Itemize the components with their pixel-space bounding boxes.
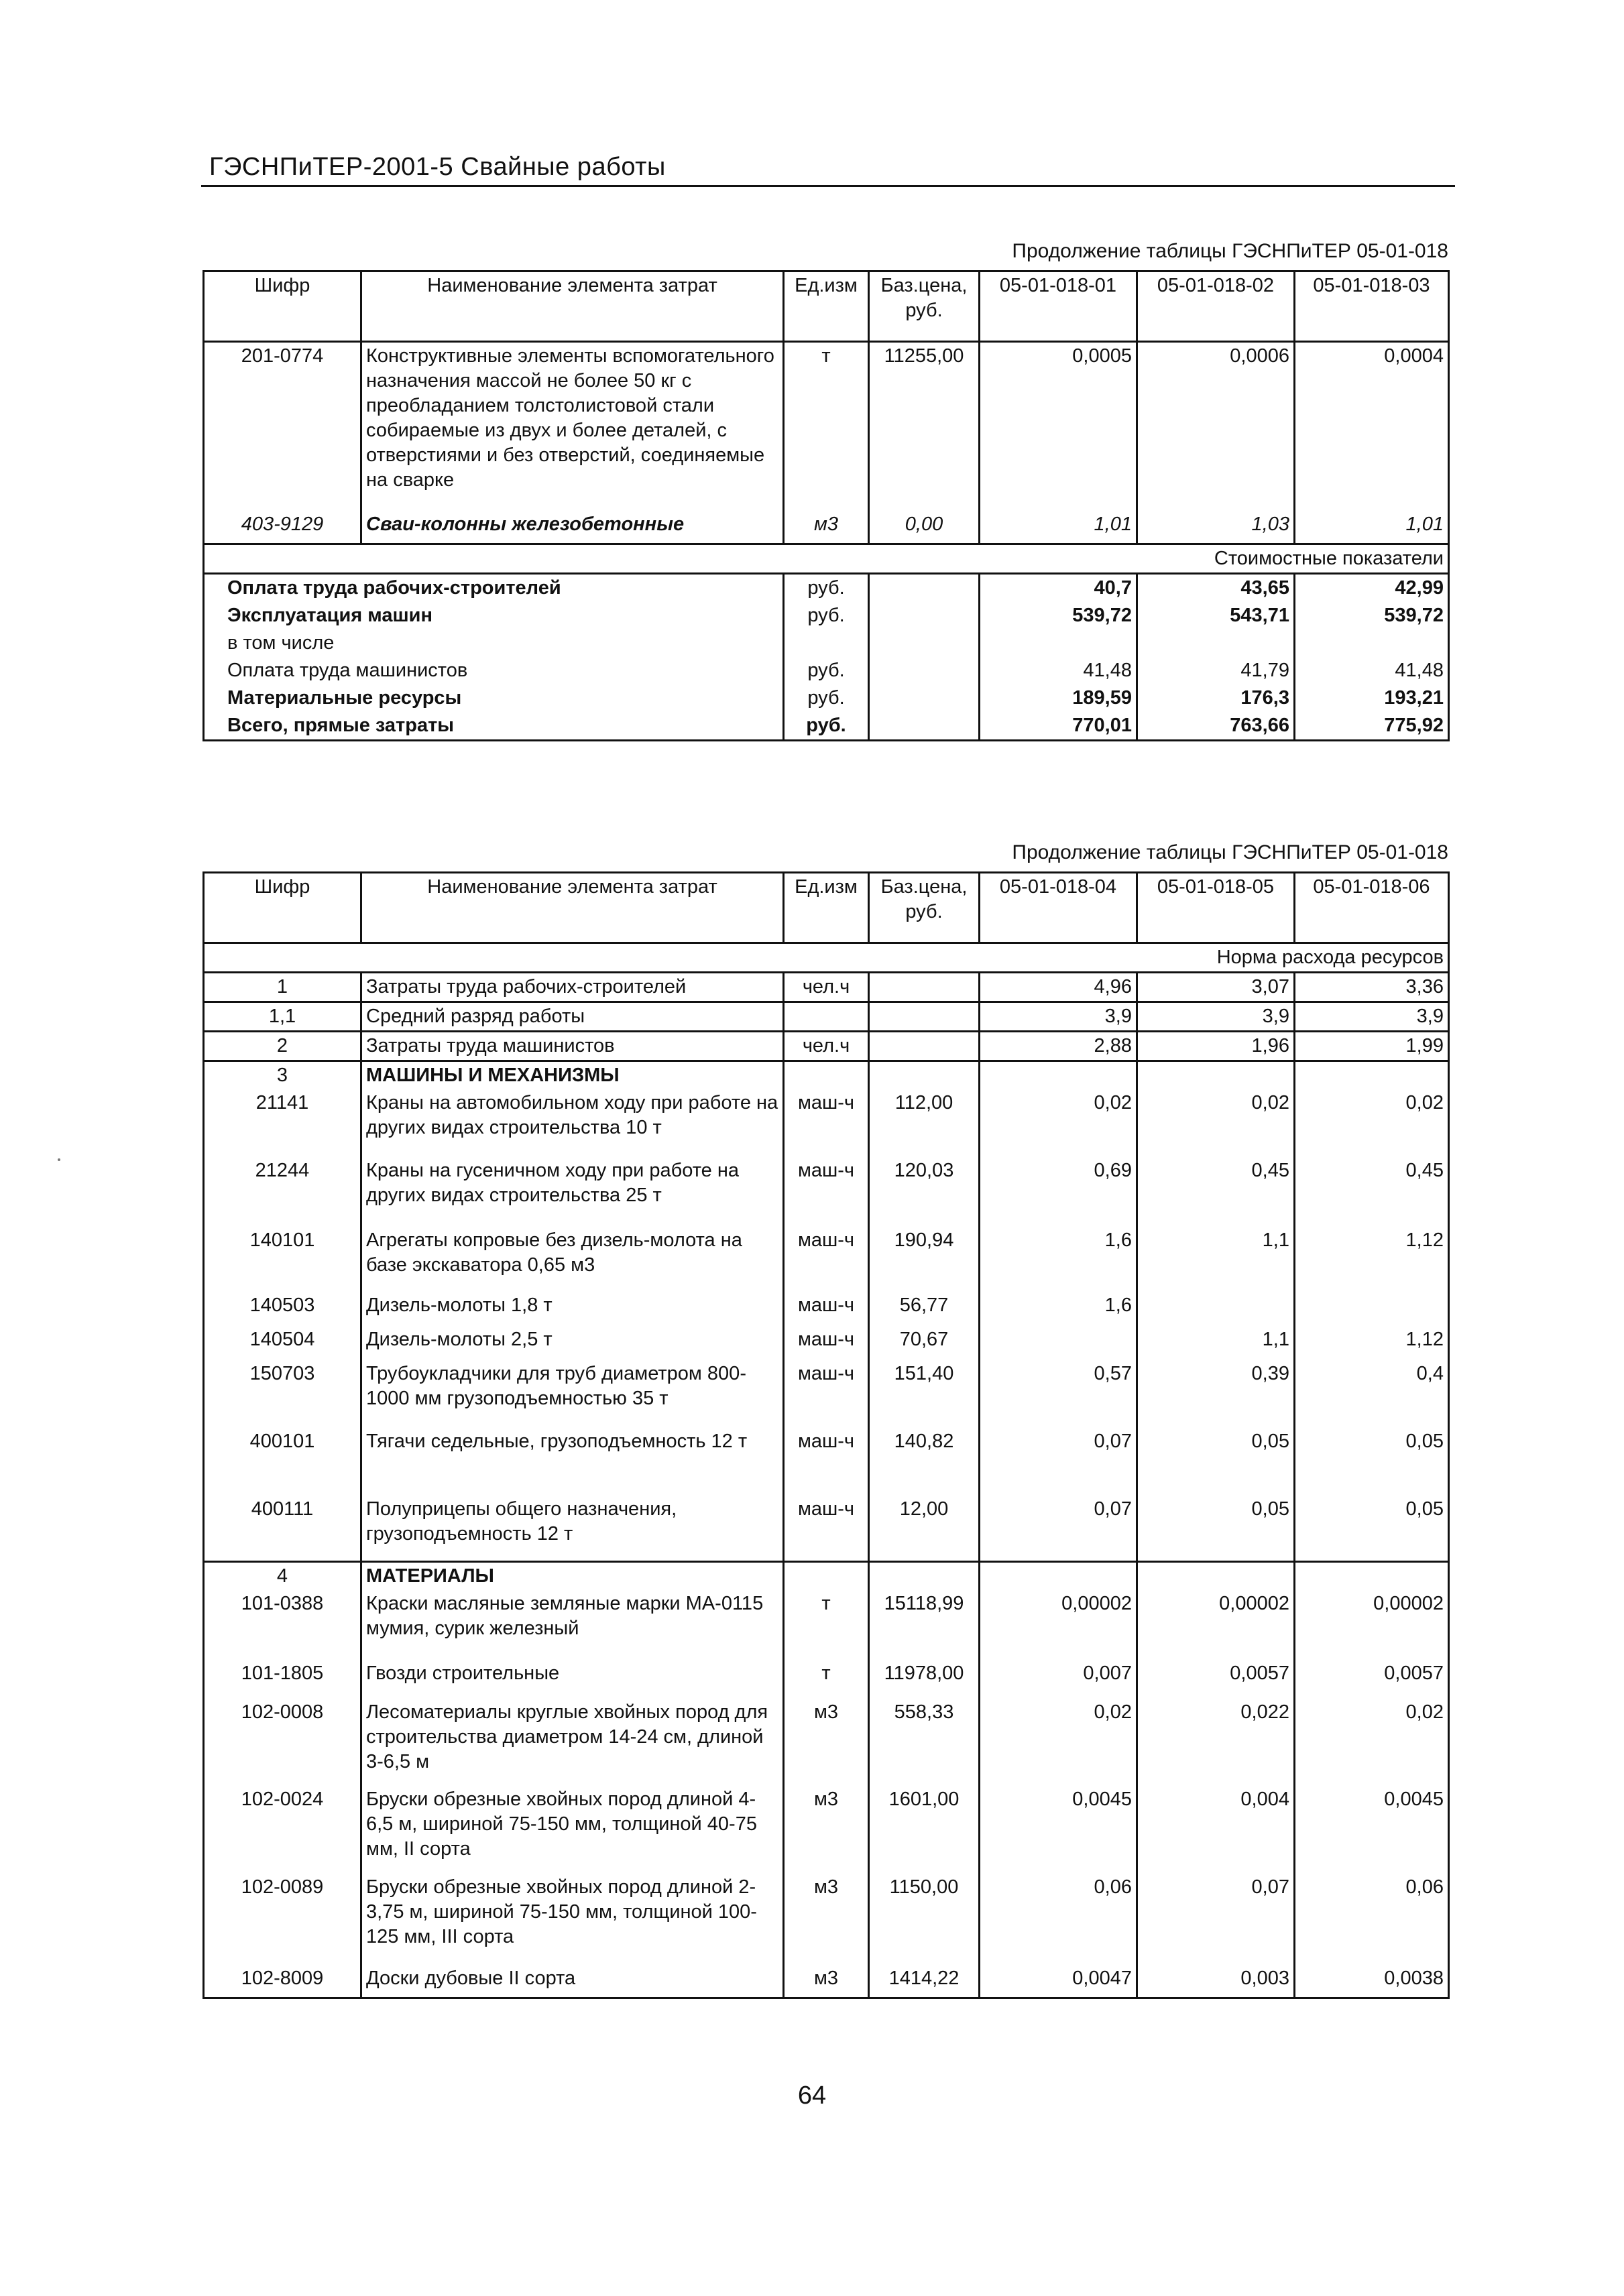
row-unit: м3 xyxy=(784,511,869,544)
cost-value-3: 539,72 xyxy=(1295,602,1449,629)
row-price: 11255,00 xyxy=(869,342,980,511)
header-col2: 05-01-018-05 xyxy=(1137,873,1295,943)
row-price: 11978,00 xyxy=(869,1660,980,1699)
row-code: 400101 xyxy=(204,1428,361,1496)
row-price: 12,00 xyxy=(869,1496,980,1561)
row-value-2 xyxy=(1137,1292,1295,1326)
cost-name: Оплата труда рабочих-строителей xyxy=(204,574,784,603)
group-title: МАТЕРИАЛЫ xyxy=(361,1561,784,1590)
row-value-3: 0,00002 xyxy=(1295,1590,1449,1660)
header-code: Шифр xyxy=(204,271,361,342)
row-value-3: 0,02 xyxy=(1295,1699,1449,1786)
row-name: Тягачи седельные, грузоподъемность 12 т xyxy=(361,1428,784,1496)
table1-header-row xyxy=(204,271,1449,342)
row-value-1: 0,02 xyxy=(980,1699,1137,1786)
row-unit: маш-ч xyxy=(784,1157,869,1227)
row-value-2: 0,05 xyxy=(1137,1496,1295,1561)
machines-rows xyxy=(204,1089,1449,1561)
cost-value-1: 41,48 xyxy=(980,657,1137,684)
row-code: 140101 xyxy=(204,1227,361,1292)
row-value-3: 1,01 xyxy=(1295,511,1449,544)
page-number: 64 xyxy=(797,2081,827,2110)
row-name: Краски масляные земляные марки МА-0115 мумия, сурик железный xyxy=(361,1590,784,1660)
row-value-1: 0,07 xyxy=(980,1496,1137,1561)
row-code: 140504 xyxy=(204,1326,361,1360)
row-value-3: 0,45 xyxy=(1295,1157,1449,1227)
row-name: Лесоматериалы круглые хвойных пород для строительства диаметром 14-24 см, длиной 3-6,5 м xyxy=(361,1699,784,1786)
table1-caption: Продолжение таблицы ГЭСНПиТЕР 05-01-018 xyxy=(1012,240,1448,262)
row-name: Трубоукладчики для труб диаметром 800-1000 мм грузоподъемностью 35 т xyxy=(361,1360,784,1428)
table-row xyxy=(204,1874,1449,1965)
cost-name: в том числе xyxy=(204,629,784,657)
row-value-1: 3,9 xyxy=(980,1002,1137,1032)
row-value-2: 0,05 xyxy=(1137,1428,1295,1496)
cost-row xyxy=(204,657,1449,684)
row-unit: маш-ч xyxy=(784,1496,869,1561)
cost-value-3: 775,92 xyxy=(1295,712,1449,741)
row-unit: маш-ч xyxy=(784,1428,869,1496)
table-row xyxy=(204,1699,1449,1786)
header-col3: 05-01-018-03 xyxy=(1295,271,1449,342)
row-value-2: 3,9 xyxy=(1137,1002,1295,1032)
row-unit: м3 xyxy=(784,1874,869,1965)
row-price: 558,33 xyxy=(869,1699,980,1786)
cost-value-2: 763,66 xyxy=(1137,712,1295,741)
row-value-3: 0,0004 xyxy=(1295,342,1449,511)
row-value-1: 0,02 xyxy=(980,1089,1137,1157)
row-unit: т xyxy=(784,342,869,511)
row-value-1: 0,0045 xyxy=(980,1786,1137,1874)
cost-row xyxy=(204,629,1449,657)
header-name: Наименование элемента затрат xyxy=(361,271,784,342)
cost-value-2 xyxy=(1137,629,1295,657)
row-value-3: 0,05 xyxy=(1295,1496,1449,1561)
row-unit: чел.ч xyxy=(784,1032,869,1061)
cost-value-1 xyxy=(980,629,1137,657)
header-col2: 05-01-018-02 xyxy=(1137,271,1295,342)
cost-value-1: 770,01 xyxy=(980,712,1137,741)
cost-price-empty xyxy=(869,684,980,712)
row-value-2: 0,00002 xyxy=(1137,1590,1295,1660)
row-value-1 xyxy=(980,1326,1137,1360)
row-value-3 xyxy=(1295,1292,1449,1326)
row-price xyxy=(869,1032,980,1061)
table-row xyxy=(204,1089,1449,1157)
table-row xyxy=(204,1660,1449,1699)
row-name: Гвозди строительные xyxy=(361,1660,784,1699)
row-price xyxy=(869,973,980,1002)
row-unit: маш-ч xyxy=(784,1292,869,1326)
row-value-2: 0,02 xyxy=(1137,1089,1295,1157)
header-unit: Ед.изм xyxy=(784,271,869,342)
cost-value-3: 193,21 xyxy=(1295,684,1449,712)
section-row xyxy=(204,943,1449,973)
row-unit: м3 xyxy=(784,1786,869,1874)
row-value-1: 0,0005 xyxy=(980,342,1137,511)
cost-unit: руб. xyxy=(784,602,869,629)
row-code: 2 xyxy=(204,1032,361,1061)
row-price xyxy=(869,1002,980,1032)
row-name: Дизель-молоты 1,8 т xyxy=(361,1292,784,1326)
row-value-2: 1,96 xyxy=(1137,1032,1295,1061)
row-name: Бруски обрезные хвойных пород длиной 2-3,75 м, шириной 75-150 мм, толщиной 100-125 мм, III сорта xyxy=(361,1874,784,1965)
row-code: 21141 xyxy=(204,1089,361,1157)
header-price: Баз.цена, руб. xyxy=(869,271,980,342)
row-code: 102-0089 xyxy=(204,1874,361,1965)
header-col3: 05-01-018-06 xyxy=(1295,873,1449,943)
row-price: 0,00 xyxy=(869,511,980,544)
group-code: 3 xyxy=(204,1061,361,1090)
cost-value-1: 189,59 xyxy=(980,684,1137,712)
row-value-2: 1,1 xyxy=(1137,1227,1295,1292)
table-row xyxy=(204,1360,1449,1428)
row-unit: м3 xyxy=(784,1965,869,1998)
row-code: 140503 xyxy=(204,1292,361,1326)
row-value-3: 0,06 xyxy=(1295,1874,1449,1965)
table-row xyxy=(204,973,1449,1002)
row-name: Дизель-молоты 2,5 т xyxy=(361,1326,784,1360)
row-price: 190,94 xyxy=(869,1227,980,1292)
cost-name: Всего, прямые затраты xyxy=(204,712,784,741)
row-unit: м3 xyxy=(784,1699,869,1786)
row-unit: маш-ч xyxy=(784,1089,869,1157)
cost-value-2: 43,65 xyxy=(1137,574,1295,603)
row-value-1: 0,00002 xyxy=(980,1590,1137,1660)
cost-unit: руб. xyxy=(784,574,869,603)
table-row xyxy=(204,1590,1449,1660)
row-name: Бруски обрезные хвойных пород длиной 4-6,5 м, шириной 75-150 мм, толщиной 40-75 мм, II сорта xyxy=(361,1786,784,1874)
header-col1: 05-01-018-01 xyxy=(980,271,1137,342)
row-unit xyxy=(784,1002,869,1032)
row-value-2: 0,004 xyxy=(1137,1786,1295,1874)
table-row xyxy=(204,342,1449,511)
row-name: Затраты труда рабочих-строителей xyxy=(361,973,784,1002)
cost-value-3: 41,48 xyxy=(1295,657,1449,684)
row-name: Конструктивные элементы вспомогательного назначения массой не более 50 кг с преобладанием толстолистовой стали собираемые из двух и более деталей, с отверстиями и без отверстий, соединяемые на сварке xyxy=(361,342,784,511)
row-unit: маш-ч xyxy=(784,1227,869,1292)
row-price: 1150,00 xyxy=(869,1874,980,1965)
row-value-2: 1,1 xyxy=(1137,1326,1295,1360)
row-code: 1,1 xyxy=(204,1002,361,1032)
row-name: Затраты труда машинистов xyxy=(361,1032,784,1061)
cost-value-2: 176,3 xyxy=(1137,684,1295,712)
cost-price-empty xyxy=(869,712,980,741)
row-value-2: 0,39 xyxy=(1137,1360,1295,1428)
header-code: Шифр xyxy=(204,873,361,943)
materials-rows xyxy=(204,1590,1449,1998)
header-rule xyxy=(201,185,1455,187)
table-row xyxy=(204,1965,1449,1998)
cost-row xyxy=(204,684,1449,712)
row-value-3: 0,4 xyxy=(1295,1360,1449,1428)
row-value-1: 0,69 xyxy=(980,1157,1137,1227)
section-label-norms: Норма расхода ресурсов xyxy=(204,943,1449,973)
row-value-1: 1,6 xyxy=(980,1227,1137,1292)
group-code: 4 xyxy=(204,1561,361,1590)
row-value-2: 0,003 xyxy=(1137,1965,1295,1998)
row-value-2: 0,0006 xyxy=(1137,342,1295,511)
row-name: Краны на автомобильном ходу при работе на других видах строительства 10 т xyxy=(361,1089,784,1157)
cost-unit: руб. xyxy=(784,712,869,741)
row-code: 102-0024 xyxy=(204,1786,361,1874)
row-name: Сваи-колонны железобетонные xyxy=(361,511,784,544)
cost-row xyxy=(204,602,1449,629)
section-label-costs: Стоимостные показатели xyxy=(204,544,1449,574)
row-code: 101-1805 xyxy=(204,1660,361,1699)
cost-price-empty xyxy=(869,602,980,629)
row-value-3: 0,0038 xyxy=(1295,1965,1449,1998)
row-name: Доски дубовые II сорта xyxy=(361,1965,784,1998)
row-price: 1414,22 xyxy=(869,1965,980,1998)
row-value-3: 0,0045 xyxy=(1295,1786,1449,1874)
cost-value-3 xyxy=(1295,629,1449,657)
table1 xyxy=(202,270,1450,741)
row-price: 56,77 xyxy=(869,1292,980,1326)
row-code: 21244 xyxy=(204,1157,361,1227)
row-code: 150703 xyxy=(204,1360,361,1428)
header-price: Баз.цена, руб. xyxy=(869,873,980,943)
row-code: 1 xyxy=(204,973,361,1002)
row-value-3: 1,12 xyxy=(1295,1227,1449,1292)
row-value-2: 3,07 xyxy=(1137,973,1295,1002)
row-value-3: 3,36 xyxy=(1295,973,1449,1002)
row-name: Агрегаты копровые без дизель-молота на базе экскаватора 0,65 м3 xyxy=(361,1227,784,1292)
row-unit: маш-ч xyxy=(784,1360,869,1428)
row-value-1: 2,88 xyxy=(980,1032,1137,1061)
row-value-3: 1,12 xyxy=(1295,1326,1449,1360)
row-value-1: 4,96 xyxy=(980,973,1137,1002)
row-code: 101-0388 xyxy=(204,1590,361,1660)
cost-name: Эксплуатация машин xyxy=(204,602,784,629)
cost-row xyxy=(204,574,1449,603)
cost-value-3: 42,99 xyxy=(1295,574,1449,603)
row-value-2: 0,022 xyxy=(1137,1699,1295,1786)
row-value-3: 0,02 xyxy=(1295,1089,1449,1157)
cost-price-empty xyxy=(869,574,980,603)
table-row xyxy=(204,1292,1449,1326)
row-price: 1601,00 xyxy=(869,1786,980,1874)
row-name: Средний разряд работы xyxy=(361,1002,784,1032)
row-price: 112,00 xyxy=(869,1089,980,1157)
table2-header-row xyxy=(204,873,1449,943)
row-code: 102-8009 xyxy=(204,1965,361,1998)
cost-unit: руб. xyxy=(784,684,869,712)
cost-value-1: 40,7 xyxy=(980,574,1137,603)
row-price: 70,67 xyxy=(869,1326,980,1360)
row-code: 403-9129 xyxy=(204,511,361,544)
cost-row xyxy=(204,712,1449,741)
table2 xyxy=(202,871,1450,1999)
row-unit: т xyxy=(784,1660,869,1699)
table-row xyxy=(204,1032,1449,1061)
group-header-machines xyxy=(204,1061,1449,1090)
row-price: 140,82 xyxy=(869,1428,980,1496)
row-value-3: 1,99 xyxy=(1295,1032,1449,1061)
row-name: Полуприцепы общего назначения, грузоподъемность 12 т xyxy=(361,1496,784,1561)
scan-speck xyxy=(58,1158,60,1161)
cost-name: Материальные ресурсы xyxy=(204,684,784,712)
row-value-1: 0,0047 xyxy=(980,1965,1137,1998)
table-row xyxy=(204,1428,1449,1496)
row-value-2: 0,0057 xyxy=(1137,1660,1295,1699)
table-row xyxy=(204,1227,1449,1292)
cost-value-2: 543,71 xyxy=(1137,602,1295,629)
table-row xyxy=(204,511,1449,544)
cost-value-2: 41,79 xyxy=(1137,657,1295,684)
row-code: 400111 xyxy=(204,1496,361,1561)
row-value-3: 0,05 xyxy=(1295,1428,1449,1496)
labor-rows xyxy=(204,973,1449,1061)
table-row xyxy=(204,1786,1449,1874)
table2-caption: Продолжение таблицы ГЭСНПиТЕР 05-01-018 xyxy=(1012,841,1448,863)
row-value-3: 0,0057 xyxy=(1295,1660,1449,1699)
row-unit: чел.ч xyxy=(784,973,869,1002)
header-unit: Ед.изм xyxy=(784,873,869,943)
cost-price-empty xyxy=(869,629,980,657)
row-value-1: 0,007 xyxy=(980,1660,1137,1699)
row-unit: маш-ч xyxy=(784,1326,869,1360)
row-name: Краны на гусеничном ходу при работе на других видах строительства 25 т xyxy=(361,1157,784,1227)
row-unit: т xyxy=(784,1590,869,1660)
row-value-2: 0,45 xyxy=(1137,1157,1295,1227)
group-title: МАШИНЫ И МЕХАНИЗМЫ xyxy=(361,1061,784,1090)
cost-unit xyxy=(784,629,869,657)
group-header-materials xyxy=(204,1561,1449,1590)
table-row xyxy=(204,1326,1449,1360)
row-price: 120,03 xyxy=(869,1157,980,1227)
row-value-1: 1,01 xyxy=(980,511,1137,544)
header-name: Наименование элемента затрат xyxy=(361,873,784,943)
table-row xyxy=(204,1157,1449,1227)
table-row xyxy=(204,1496,1449,1561)
row-value-2: 1,03 xyxy=(1137,511,1295,544)
row-price: 151,40 xyxy=(869,1360,980,1428)
row-code: 201-0774 xyxy=(204,342,361,511)
row-code: 102-0008 xyxy=(204,1699,361,1786)
cost-unit: руб. xyxy=(784,657,869,684)
row-value-1: 0,57 xyxy=(980,1360,1137,1428)
header-col1: 05-01-018-04 xyxy=(980,873,1137,943)
cost-name: Оплата труда машинистов xyxy=(204,657,784,684)
cost-price-empty xyxy=(869,657,980,684)
row-value-3: 3,9 xyxy=(1295,1002,1449,1032)
table-row xyxy=(204,1002,1449,1032)
row-price: 15118,99 xyxy=(869,1590,980,1660)
cost-value-1: 539,72 xyxy=(980,602,1137,629)
page-header-title: ГЭСНПиТЕР-2001-5 Свайные работы xyxy=(209,153,666,181)
row-value-1: 1,6 xyxy=(980,1292,1137,1326)
row-value-2: 0,07 xyxy=(1137,1874,1295,1965)
section-row xyxy=(204,544,1449,574)
row-value-1: 0,06 xyxy=(980,1874,1137,1965)
row-value-1: 0,07 xyxy=(980,1428,1137,1496)
